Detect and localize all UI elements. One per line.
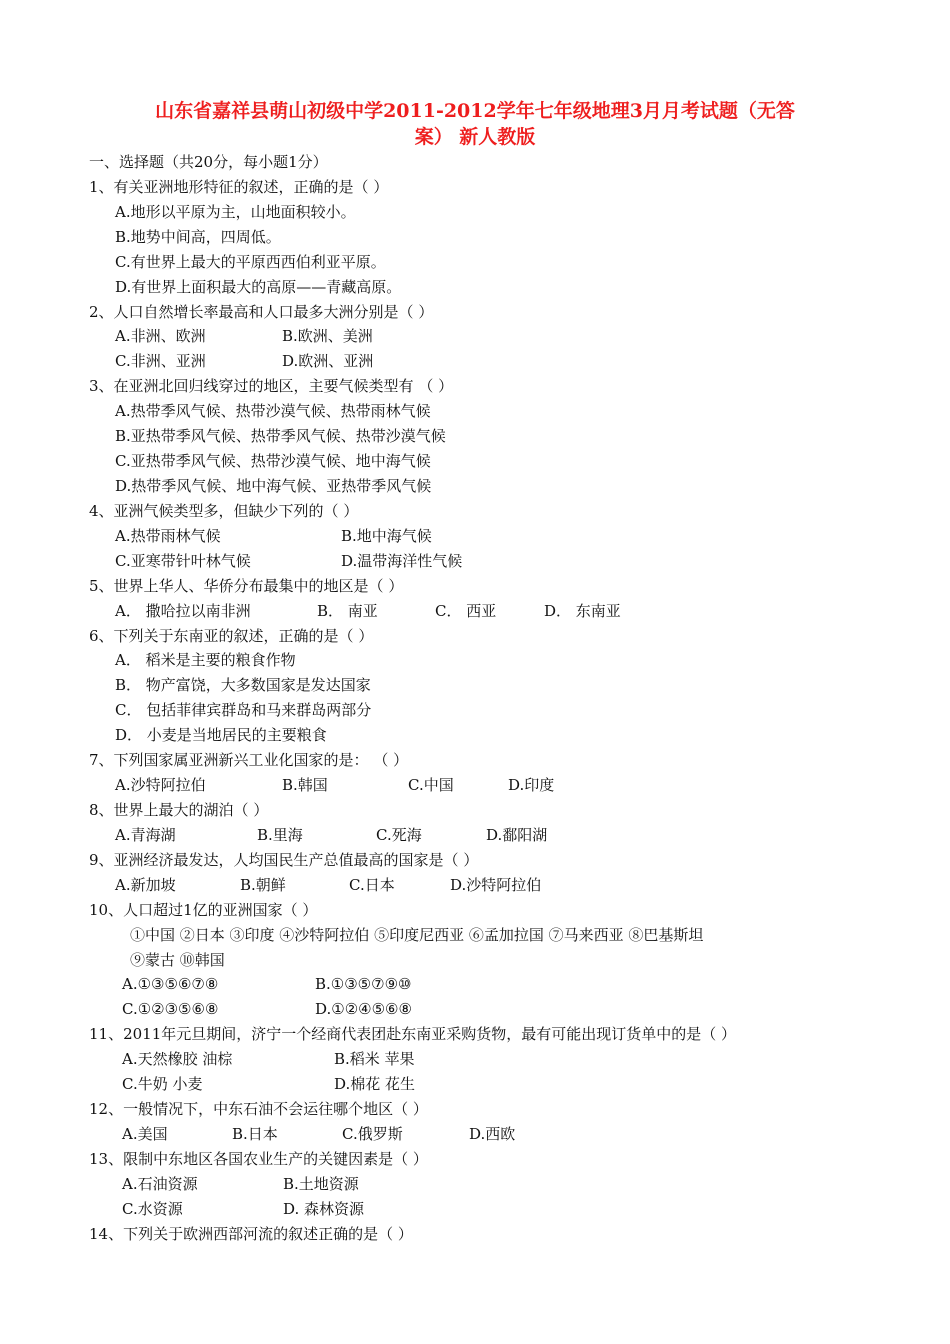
question-11-option-d: D.棉花 花生 — [334, 1075, 416, 1094]
question-4-options-row-1 — [89, 524, 879, 549]
question-12-options-row — [89, 1122, 879, 1147]
section-heading: 一、选择题（共20分，每小题1分） — [89, 153, 328, 171]
question-9-option-d: D.沙特阿拉伯 — [450, 875, 542, 894]
question-3-option-a: A.热带季风气候、热带沙漠气候、热带雨林气候 — [115, 402, 431, 421]
question-5-option-c: C． 西亚 — [435, 601, 497, 620]
question-2-option-b: B.欧洲、美洲 — [282, 327, 373, 346]
question-11-options-row-1 — [89, 1047, 879, 1072]
question-4-stem: 4、亚洲气候类型多，但缺少下列的（ ） — [89, 501, 359, 520]
question-10-options-row-2 — [89, 997, 879, 1022]
title-line-2: 案） 新人教版 — [414, 126, 536, 148]
question-13-option-d: D. 森林资源 — [283, 1199, 365, 1218]
page-title — [100, 98, 850, 150]
question-6-option-d: D． 小麦是当地居民的主要粮食 — [115, 726, 327, 745]
question-4-option-c: C.亚寒带针叶林气候 — [115, 551, 251, 570]
question-7-options-row — [89, 773, 879, 798]
question-12-option-a: A.美国 — [122, 1124, 168, 1143]
question-10-option-a: A.①③⑤⑥⑦⑧ — [122, 975, 219, 994]
question-12-option-d: D.西欧 — [469, 1124, 516, 1143]
question-10-option-d: D.①②④⑤⑥⑧ — [315, 1000, 412, 1019]
exam-paper — [89, 150, 879, 1247]
question-6-option-a: A． 稻米是主要的粮食作物 — [115, 651, 296, 670]
question-5-option-a: A． 撒哈拉以南非洲 — [115, 601, 251, 620]
question-9-option-c: C.日本 — [349, 875, 395, 894]
question-10-stem: 10、人口超过1亿的亚洲国家（ ） — [89, 900, 318, 919]
question-2-option-c: C.非洲、亚洲 — [115, 352, 206, 371]
question-10-option-c: C.①②③⑤⑥⑧ — [122, 1000, 219, 1019]
question-6-option-b: B． 物产富饶，大多数国家是发达国家 — [115, 676, 371, 695]
question-2-option-d: D.欧洲、亚洲 — [282, 352, 374, 371]
question-2-option-a: A.非洲、欧洲 — [115, 327, 206, 346]
question-12-stem: 12、一般情况下，中东石油不会运往哪个地区（ ） — [89, 1100, 428, 1119]
question-7-option-d: D.印度 — [508, 776, 555, 795]
question-7-option-b: B.韩国 — [282, 776, 328, 795]
question-2-options-row-2 — [89, 349, 879, 374]
question-2-stem: 2、人口自然增长率最高和人口最多大洲分别是（ ） — [89, 302, 434, 321]
question-6-stem: 6、下列关于东南亚的叙述，正确的是（ ） — [89, 626, 374, 645]
question-3-option-d: D.热带季风气候、地中海气候、亚热带季风气候 — [115, 476, 432, 495]
question-14-stem: 14、下列关于欧洲西部河流的叙述正确的是（ ） — [89, 1224, 413, 1243]
question-8-option-b: B.里海 — [257, 825, 303, 844]
question-5-stem: 5、世界上华人、华侨分布最集中的地区是（ ） — [89, 576, 404, 595]
question-8-option-d: D.鄱阳湖 — [486, 825, 548, 844]
question-5-option-d: D． 东南亚 — [544, 601, 621, 620]
question-6-option-c: C． 包括菲律宾群岛和马来群岛两部分 — [115, 701, 372, 720]
question-3-option-c: C.亚热带季风气候、热带沙漠气候、地中海气候 — [115, 452, 431, 471]
question-9-option-b: B.朝鲜 — [240, 875, 286, 894]
question-1-option-c: C.有世界上最大的平原西西伯利亚平原。 — [115, 252, 386, 271]
question-11-stem: 11、2011年元旦期间，济宁一个经商代表团赴东南亚采购货物，最有可能出现订货单中的是（ ） — [89, 1025, 737, 1044]
question-13-option-b: B.土地资源 — [283, 1174, 359, 1193]
question-13-options-row-2 — [89, 1197, 879, 1222]
question-10-option-b: B.①③⑤⑦⑨⑩ — [315, 975, 412, 994]
question-5-option-b: B． 南亚 — [317, 601, 378, 620]
question-13-options-row-1 — [89, 1172, 879, 1197]
question-8-options-row — [89, 823, 879, 848]
question-1-option-d: D.有世界上面积最大的高原——青藏高原。 — [115, 277, 402, 296]
question-11-options-row-2 — [89, 1072, 879, 1097]
question-8-option-a: A.青海湖 — [115, 825, 176, 844]
question-12-option-c: C.俄罗斯 — [342, 1124, 403, 1143]
question-8-option-c: C.死海 — [376, 825, 422, 844]
question-4-option-d: D.温带海洋性气候 — [341, 551, 463, 570]
question-11-option-b: B.稻米 苹果 — [334, 1050, 415, 1069]
question-13-option-a: A.石油资源 — [122, 1174, 198, 1193]
question-1-option-a: A.地形以平原为主，山地面积较小。 — [115, 202, 356, 221]
question-13-option-c: C.水资源 — [122, 1199, 183, 1218]
title-line-1: 山东省嘉祥县萌山初级中学2011-2012学年七年级地理3月月考试题（无答 — [155, 100, 795, 122]
question-10-country-list-2: ⑨蒙古 ⑩韩国 — [130, 950, 225, 969]
question-3-stem: 3、在亚洲北回归线穿过的地区，主要气候类型有 （ ） — [89, 377, 454, 396]
question-12-option-b: B.日本 — [232, 1124, 278, 1143]
question-13-stem: 13、限制中东地区各国农业生产的关键因素是（ ） — [89, 1149, 428, 1168]
question-7-option-a: A.沙特阿拉伯 — [115, 776, 206, 795]
question-7-stem: 7、下列国家属亚洲新兴工业化国家的是： （ ） — [89, 751, 409, 770]
question-9-options-row — [89, 873, 879, 898]
question-4-options-row-2 — [89, 549, 879, 574]
question-4-option-b: B.地中海气候 — [341, 526, 432, 545]
question-9-stem: 9、亚洲经济最发达，人均国民生产总值最高的国家是（ ） — [89, 850, 479, 869]
question-9-option-a: A.新加坡 — [115, 875, 176, 894]
question-4-option-a: A.热带雨林气候 — [115, 526, 221, 545]
question-11-option-c: C.牛奶 小麦 — [122, 1075, 203, 1094]
question-10-options-row-1 — [89, 972, 879, 997]
question-1-stem: 1、有关亚洲地形特征的叙述，正确的是（ ） — [89, 177, 389, 196]
question-10-country-list-1: ①中国 ②日本 ③印度 ④沙特阿拉伯 ⑤印度尼西亚 ⑥孟加拉国 ⑦马来西亚 ⑧巴基斯坦 — [130, 925, 704, 944]
question-2-options-row-1 — [89, 324, 879, 349]
question-11-option-a: A.天然橡胶 油棕 — [122, 1050, 233, 1069]
question-1-option-b: B.地势中间高，四周低。 — [115, 227, 281, 246]
question-3-option-b: B.亚热带季风气候、热带季风气候、热带沙漠气候 — [115, 427, 446, 446]
question-8-stem: 8、世界上最大的湖泊（ ） — [89, 800, 269, 819]
question-7-option-c: C.中国 — [408, 776, 454, 795]
question-5-options-row — [89, 599, 879, 624]
